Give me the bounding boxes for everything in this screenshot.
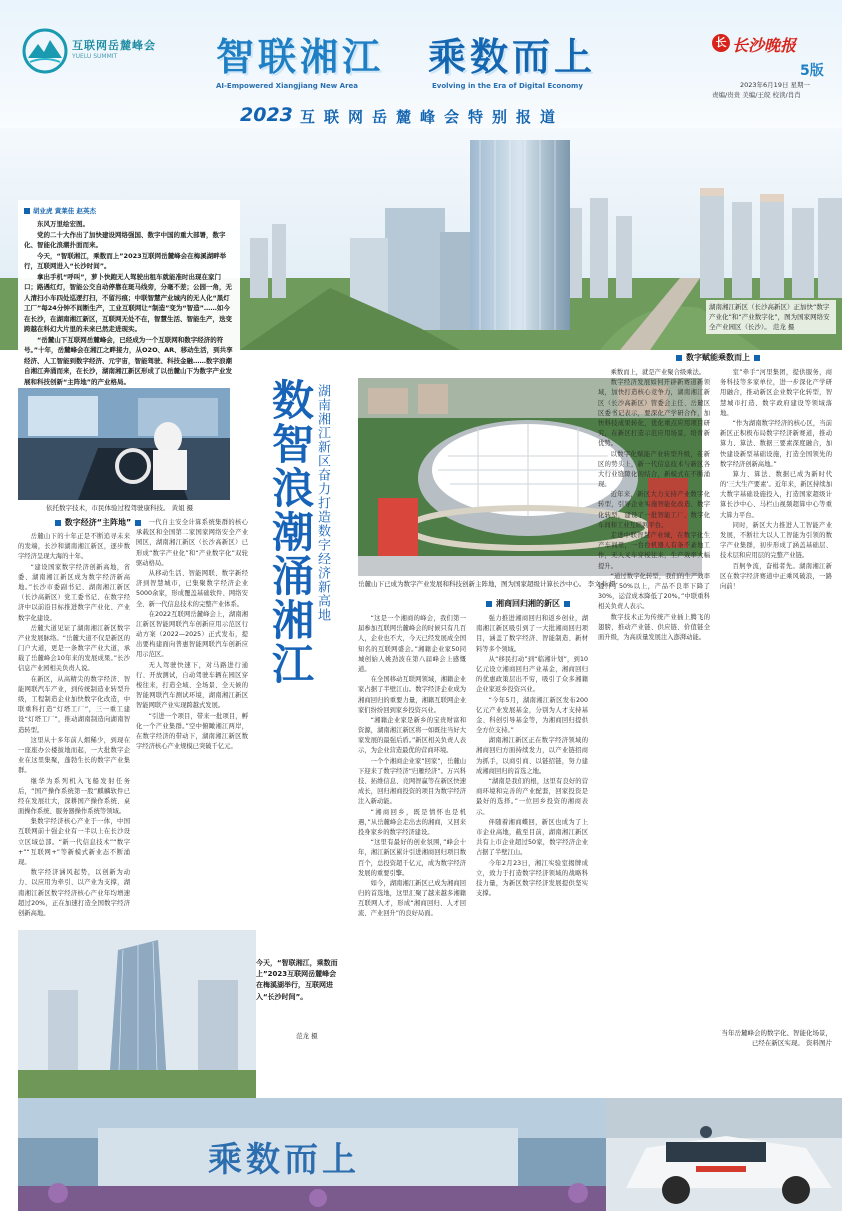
newspaper-mark-icon: 长 (712, 34, 730, 52)
supercomputing-photo-caption: 岳麓山下已成为数字产业发展和科技创新主阵地，图为国家超级计算长沙中心。 李文泰 摄 (358, 580, 616, 588)
car-caption-credit: 资料图片 (806, 1039, 832, 1048)
article-paragraph: 乘数而上，就是产业聚合级乘法。 (610, 369, 706, 376)
tower-photo-credit: 范龙 摄 (296, 1032, 318, 1040)
article-column-5 (598, 368, 710, 1018)
hero-caption-credit: 范龙 摄 (772, 323, 795, 332)
article-paragraph: 岳麓大道见证了湖南湘江新区数字产业发展脉络。“岳麓大道不仅是新区的门户大道，更是一条数字产业大道，承载了岳麓峰会10年来的发展成果。”长沙信息产业园相关负责人说。 (18, 624, 130, 673)
venue-sign-text: 乘数而上 (208, 1140, 360, 1180)
article-paragraph: 数字技术正为传统产业插上腾飞的翅膀，推动产业链、供应链、价值链全面升级，为高质量发展注入澎湃动能。 (598, 613, 710, 641)
hero-caption-text: 湖南湘江新区（长沙高新区）正加快“数字产业化”和“产业数字化”，图为国家网络安全产业园区（长沙）。 (709, 303, 830, 332)
article-column-3 (358, 614, 466, 1094)
banner-title-right: 乘数而上 (428, 34, 597, 79)
hero-photo-caption (706, 300, 836, 334)
section-heading-digital-empower: 数字赋能乘数而上 (598, 352, 838, 363)
article-paragraph: “引进一个项目，带来一批项目，孵化一个产业集群。”空中俯瞰湘江两岸，在数字经济的带动下，湖南湘江新区数字经济核心产业规模已突破千亿元。 (136, 712, 248, 751)
article-paragraph: “这里有最好的创业氛围，”峰会十年，湘江新区累计引进湘商回归项目数百个，总投资超千亿元，成为数字经济发展的重要引擎。 (358, 839, 466, 877)
summit-venue-photo (18, 1098, 606, 1211)
driving-photo-caption: 依托数字技术，市民体验过程驾驶康科技。 黄姐 摄 (46, 504, 194, 512)
article-paragraph: 在新区，从高精尖的数字经济、智能网联汽车产业，到传统制造业转型升级，工程制造企业加快数字化改造，中联重科打造“灯塔工厂”，三一重工建设“灯塔工厂”，推动湖南制造向湖南智造转型。 (18, 675, 130, 734)
article-paragraph: “湘籍企业家是新乡的宝贵财富和资源，湖南湘江新区将一如既往当好大家发展的最强后盾。”新区相关负责人表示，为企业营造最优的营商环境。 (358, 716, 466, 755)
main-headline: 数智浪潮涌湘江 (266, 378, 315, 686)
logo-sub: YUELU SUMMIT (72, 53, 118, 60)
article-paragraph: 室”牵手“河里集团，提供服务，商务科技等多家单位，进一步深化产学研用融合，推动新区企业数字化转型，智慧城市打造、数字政府建设等领域落地。 (720, 369, 832, 417)
article-paragraph: 算力、算法、数据已成为新时代的‘三大生产要素’。近年来，新区持续加大数字基础设施投入，打造国家超级计算长沙中心、马栏山视频超算中心等重大算力平台。 (720, 470, 832, 519)
banner-english-left: AI-Empowered Xiangjiang New Area (216, 82, 359, 90)
article-paragraph: 从“移民打动”到“临湘计划”，到10亿元设立湘商回归产业基金，湘商回归的优惠政策层出不穷，吸引了众多湘籍企业家返乡投资兴业。 (476, 655, 588, 694)
article-paragraph: 以数字化赋能产业转型升级，在新区的势头上，新一代信息技术与新区各大行业缝隙化的结合，新模式在不断涌现。 (598, 450, 710, 489)
special-report-title: 互联网岳麓峰会特别报道 (300, 108, 565, 126)
article-paragraph: 岳麓山下的十年正是不断追寻未来的发端，长沙和湖南湘江新区，逐步数字经济呈现大海的十年。 (18, 533, 130, 561)
article-column-6 (720, 368, 832, 1018)
newspaper-name: 长沙晚报 (732, 36, 797, 55)
section-heading-main-front: 数字经济“主阵地” (18, 517, 178, 528)
article-paragraph: 强力推进湘商回归和返乡创业，湖南湘江新区吸引到了一大批湘商回归项目，涵盖了数字经济、智能制造、新材料等多个领域。 (476, 615, 588, 653)
article-paragraph: “建设国家数字经济创新高地，省委、湖南湘江新区成为数字经济新高地。”长沙市委副书记、湖南湘江新区（长沙高新区）党工委书记、在数字经济中以前沿目标推进数字产业化、产业数字化建设。 (18, 563, 130, 622)
article-column-4 (476, 614, 588, 1094)
article-paragraph: “通过数字化转型，我们的生产效率提升了50%以上，产品不良率下降了30%，运营成本降低了20%。”中联重科相关负责人表示。 (598, 572, 710, 611)
article-paragraph: “湖南是我们的根，这里有良好的营商环境和完善的产业配套，回家投资是最好的选择。”一位回乡投资的湘商表示。 (476, 778, 588, 816)
article-paragraph: 如今，湖南湘江新区已成为湘商回归的首选地，这里汇聚了越来越多湘籍互联网人才，形成“湘商回归、人才回流、产业回升”的良好局面。 (358, 879, 466, 918)
driving-experience-photo (18, 388, 230, 500)
article-paragraph: 伴随着湘商蝶回，新区也成为了上市企业高地，截至目前，湖南湘江新区共有上市企业超过50家，数字经济企业占据了半壁江山。 (476, 818, 588, 857)
article-paragraph: 同时，新区大力推进人工智能产业发展，不断壮大以人工智能为引领的数字产业集群，初步形成了涵盖基础层、技术层和应用层的完整产业链。 (720, 521, 832, 560)
article-paragraph: 数字经济发展如何开辟新赛道新领域，加快打造核心竞争力，湖南湘江新区（长沙高新区）管委会主任、岳麓区区委书记表示，要深化产学研合作，加快科技成果转化，优化重点应用项目研究，在新区打造示范应用场景，培育新优势。 (598, 379, 710, 448)
logo-text: 互联网岳麓峰会 (72, 39, 156, 52)
summit-logo-icon (20, 28, 70, 74)
lead-paragraph: 今天，“智联湘江，乘数而上”2023互联网岳麓峰会在梅溪湖畔举行，互联网进入“长沙时间”。 (24, 251, 227, 271)
article-column-1 (18, 532, 130, 927)
tower-photo-caption: 今天，“智联湘江，乘数而上”2023互联网岳麓峰会在梅溪湖举行，互联网进入“长沙时间”。 (256, 959, 338, 1001)
lead-paragraph: 拿出手机“呼叫”，萝卜快跑无人驾驶出租车就能准时出现在家门口；路遇红灯，智能公交自动停靠在斑马线旁，分毫不差；公园一角，无人清扫小车四处巡逻打扫，不留污痕；中联智慧产业城内的无人化“黑灯工厂”每24分钟不间断生产，工业互联网让“制造”变为“智造”……如今在长沙，在湖南湘江新区，互联网无处不在，智慧生活、智能生产，迭变跨越在科幻大片里的未来已然走进现实。 (24, 272, 232, 334)
autonomous-car-photo (606, 1098, 842, 1211)
car-photo-caption (720, 1028, 832, 1049)
article-paragraph: 湖南湘江新区正在数字经济领域的湘商回归方面持续发力，以产业链招商为抓手，以商引商、以链招链，努力建成湘商回归的首选之地。 (476, 737, 588, 775)
meixi-lake-tower-photo (18, 930, 256, 1100)
page-number: 5版 (800, 63, 824, 79)
article-paragraph: 一代自主安全计算系统集群的核心承载区和全国第二家国家网络安全产业园区，湖南湘江新区（长沙高新区）已形成“数字产业化”和“产业数字化”双轮驱动格局。 (136, 519, 248, 567)
article-paragraph: 集数字经济核心产业于一体，中国互联网前十强企业有一半以上在长沙设立区域总部。“新一代信息技术”“数字+”“互联网+”等新模式新业态不断涌现。 (18, 818, 130, 866)
article-paragraph: 在全国移动互联网领域，湘籍企业家占据了半壁江山。数字经济企业成为湘商回归的重要力量，湘籍互联网企业家们纷纷回到家乡投资兴业。 (358, 676, 466, 714)
issue-date: 2023年6月19日 星期一 (740, 81, 811, 89)
article-paragraph: “这是一个湘商的峰会，我们第一届参加互联网岳麓峰会的时候只有几百人，企业也不大，今天已经发展成全国知名的互联网盛会。”湘籍企业家50同城创始人姚劲波在第八届峰会上感慨道。 (358, 615, 466, 673)
article-paragraph: 百舸争流，奋楫者先。湖南湘江新区在数字经济赛道中正乘风破浪，一路向前！ (720, 562, 832, 590)
article-paragraph: 一个个湘商企业家“回家”，岳麓山下迎来了数字经济“归雁经济”。万兴科技、拓维信息、竞网智赢等在新区快速成长，回归湘商投资的项目为数字经济注入新动能。 (358, 757, 466, 806)
editor-credits: 责编/贵贵 美编/王皖 校读/肖肖 (712, 91, 801, 99)
article-paragraph: 在2022互联网岳麓峰会上，湖南湘江新区智能网联汽车创新应用示范区行动方案（2022—2025）正式发布，提出要构建面向普惠智能网联汽车创新应用示范区。 (136, 610, 248, 659)
article-paragraph: 这里从十多年前人烟稀少，到现在一座座办公楼拔地而起，一大批数字企业在这里集聚，蓬勃生长的数字产业集群。 (18, 736, 130, 775)
article-paragraph: 从移动生活、智能网联、数字新经济到智慧城市，已集聚数字经济企业5000余家，形成覆盖基础软件、网络安全、新一代信息技术的完整产业体系。 (136, 569, 248, 608)
banner-title-left: 智联湘江 (216, 34, 385, 79)
car-caption-text: 当年岳麓峰会的数字化、智能化场景，已经在新区实现。 (721, 1029, 832, 1048)
article-paragraph: 继华为系列机入飞船发射任务后，“国产操作系统第一股”麒麟软件已经在发展壮大，深耕国产操作系统、桌面操作系统、服务器操作系统等领域。 (18, 777, 130, 816)
article-column-2 (136, 518, 248, 818)
banner-english-right: Evolving in the Era of Digital Economy (432, 82, 583, 90)
article-paragraph: 无人驾驶快速下，对马路进行通行、开放测试，自动驾驶车辆在园区穿梭往来，打造全域、全场景、全天候的智能网联汽车测试环境，湖南湘江新区智能网联产业实现跨越式发展。 (136, 661, 248, 710)
article-paragraph: 数字经济涵风起势，以创新为动力、以应用为牵引、以产业为支撑，湖南湘江新区数字经济核心产业年均增速超过20%，正在加速打造全国数字经济创新高地。 (18, 869, 130, 917)
article-paragraph: “作为湖南数字经济的核心区，当前新区正积极布局数字经济新赛道，推动算力、算法、数据三要素深度融合，加快建设新型基础设施，打造全国领先的数字经济创新高地。” (720, 419, 832, 468)
article-paragraph: “湘商回乡，既是情怀也是机遇，”从岳麓峰会走出去的湘商，又回来投身家乡的数字经济建设。 (358, 808, 466, 836)
section-heading-xiang-merchants: 湘商回归湘的新区 (358, 598, 698, 609)
special-report-year: 2023 (240, 104, 293, 126)
byline: 胡业虎 黄莱佳 赵英杰 (24, 206, 234, 215)
article-paragraph: 今年2月23日，湘江实验室揭牌成立，致力于打造数字经济领域的战略科技力量，为新区数字经济发展提供坚实支撑。 (476, 859, 588, 898)
article-paragraph: 走进中联智慧产业城，在数字化生产车间里，一台台机器人有条不紊地工作，无人叉车穿梭往来，生产效率大幅提升。 (598, 532, 710, 570)
lead-article-box (18, 200, 240, 386)
sub-headline: 湖南湘江新区奋力打造数字经济新高地 (315, 384, 330, 622)
article-paragraph: 近年来，新区大力支持产业数字化转型，引导企业实施智能化改造、数字化转型，建设了一批智能工厂、数字化车间和工业互联网平台。 (598, 491, 710, 529)
lead-paragraph: “岳麓山下互联网岳麓峰会，已经成为一个互联网和数字经济的符号。”十年，岳麓峰会在湘江之畔接力，从O2O、AR、移动生活，到共享经济、人工智能到数字经济、元宇宙，智能驾驶、科技金融……数字浪潮自湘江奔涌而来，在长沙，湖南湘江新区形成了以岳麓山下为数字产业发展和科技创新“主阵地”的产业格局。 (24, 335, 233, 386)
lead-paragraph: 党的二十大作出了加快建设网络强国、数字中国的重大部署，数字化、智能化浪潮扑面而来。 (24, 230, 226, 250)
lead-paragraph: 东风万里绘宏图。 (37, 220, 89, 228)
article-paragraph: “今年5月，湖南湘江新区发布200亿元产业发展基金，分别为人才支持基金、科创引导基金等，为湘商回归提供全方位支持。” (476, 696, 588, 735)
